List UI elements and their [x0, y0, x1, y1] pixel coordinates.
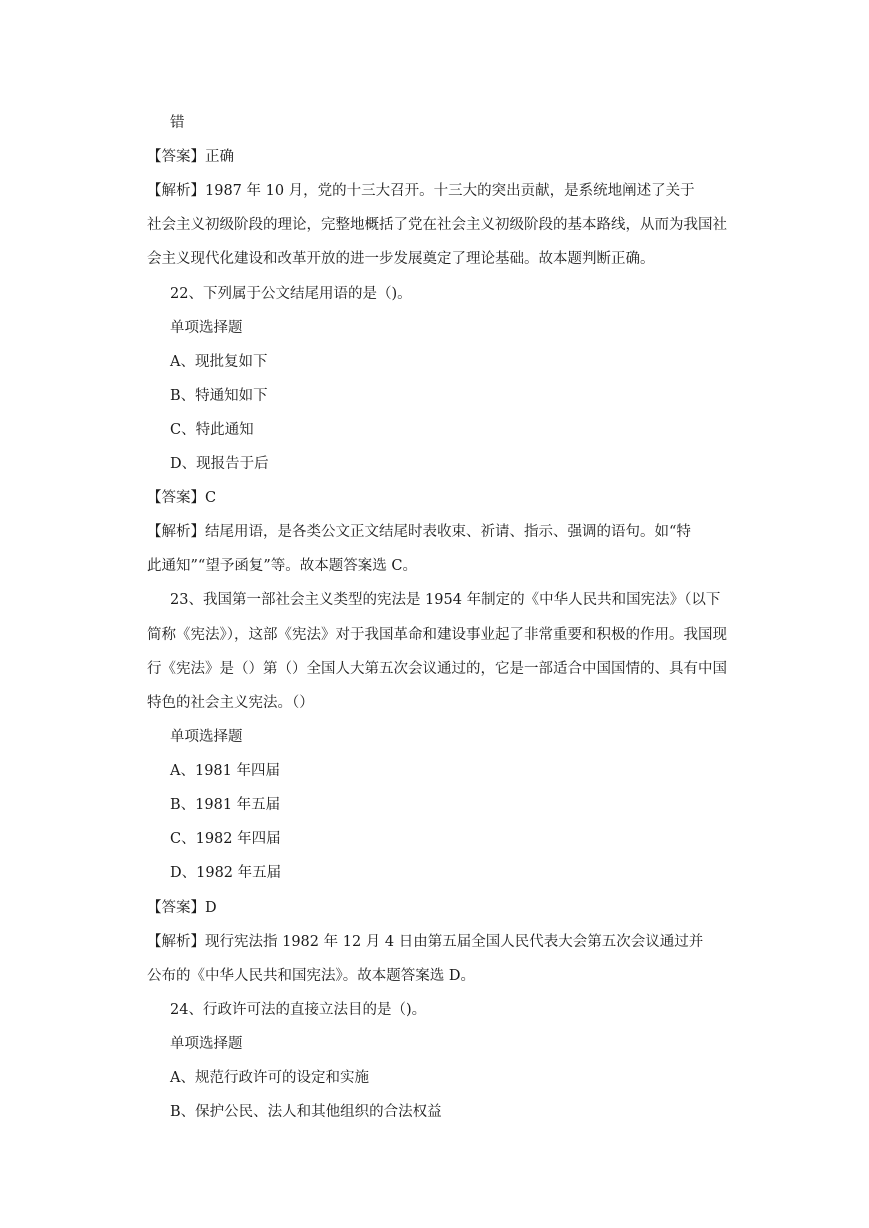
answer-line-21: 【答案】正确	[147, 149, 234, 165]
analysis-line-21-1: 【解析】1987 年 10 月，党的十三大召开。十三大的突出贡献，是系统地阐述了关于	[147, 183, 695, 199]
option-23-b: B、1981 年五届	[170, 797, 281, 813]
question-type-23: 单项选择题	[170, 729, 243, 745]
analysis-line-21-2: 社会主义初级阶段的理论，完整地概括了党在社会主义初级阶段的基本路线，从而为我国社	[147, 217, 727, 233]
question-22: 22、下列属于公文结尾用语的是（)。	[170, 286, 412, 302]
answer-line-22: 【答案】C	[147, 490, 217, 506]
option-22-a: A、现批复如下	[170, 354, 268, 370]
option-23-a: A、1981 年四届	[170, 763, 280, 779]
analysis-line-23-2: 公布的《中华人民共和国宪法》。故本题答案选 D。	[147, 968, 475, 984]
option-24-b: B、保护公民、法人和其他组织的合法权益	[170, 1104, 442, 1120]
text-line-cuo: 错	[170, 115, 185, 131]
answer-line-23: 【答案】D	[147, 900, 217, 916]
option-24-a: A、规范行政许可的设定和实施	[170, 1070, 369, 1086]
option-22-d: D、现报告于后	[170, 456, 269, 472]
option-22-c: C、特此通知	[170, 422, 254, 438]
question-23-line-3: 行《宪法》是（）第（）全国人大第五次会议通过的，它是一部适合中国国情的、具有中国	[147, 661, 727, 677]
question-type-22: 单项选择题	[170, 320, 243, 336]
question-24: 24、行政许可法的直接立法目的是（)。	[170, 1002, 427, 1018]
analysis-line-23-1: 【解析】现行宪法指 1982 年 12 月 4 日由第五届全国人民代表大会第五次会议通过并	[147, 934, 704, 950]
option-23-c: C、1982 年四届	[170, 831, 281, 847]
question-23-line-2: 简称《宪法》），这部《宪法》对于我国革命和建设事业起了非常重要和积极的作用。我国现	[147, 627, 727, 643]
option-23-d: D、1982 年五届	[170, 865, 282, 881]
option-22-b: B、特通知如下	[170, 388, 268, 404]
question-23-line-1: 23、我国第一部社会主义类型的宪法是 1954 年制定的《中华人民共和国宪法》（以下	[170, 592, 721, 608]
question-23-line-4: 特色的社会主义宪法。（）	[147, 695, 314, 711]
analysis-line-22-1: 【解析】结尾用语，是各类公文正文结尾时表收束、祈请、指示、强调的语句。如“特	[147, 524, 691, 540]
analysis-line-21-3: 会主义现代化建设和改革开放的进一步发展奠定了理论基础。故本题判断正确。	[147, 251, 655, 267]
analysis-line-22-2: 此通知”“望予函复”等。故本题答案选 C。	[147, 558, 417, 574]
question-type-24: 单项选择题	[170, 1036, 243, 1052]
